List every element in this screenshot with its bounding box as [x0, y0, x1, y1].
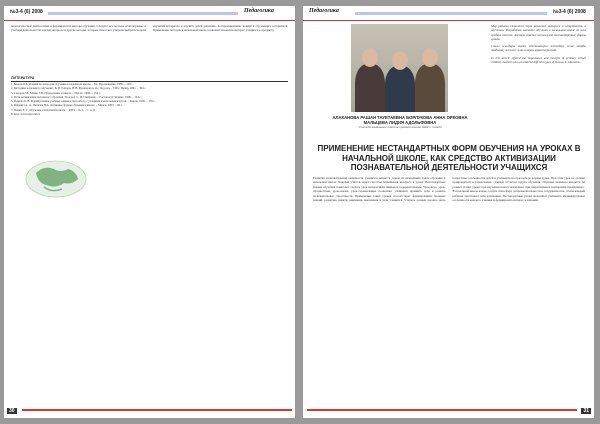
authors-caption: Учителя начальных классов средней школы №69 г. Семей: [358, 125, 442, 129]
abstract-ru: Мир работы строится через развитие интереса и потребность к обучению. Разработка методов обучения в начальной школе во всех средних классах. Авторы статьи используют нестандартные формы уроков.: [491, 24, 586, 41]
page-number: 30: [9, 408, 15, 414]
right-page: [303, 6, 594, 418]
right-page-header: [303, 6, 594, 21]
section-title: Педагогика: [244, 8, 274, 14]
issue-label: №3-4 (6) 2008: [10, 9, 43, 15]
reference-item: 6. Янцевич А. А., Яковлев Н.А. Активные формы обучения в школе. – Минск, 2003. – 96 с.: [11, 103, 123, 108]
section-title: Педагогика: [309, 8, 339, 14]
issue-label: №3-4 (6) 2008: [553, 9, 586, 15]
references-list: [11, 82, 288, 116]
authors-names: АЛАКАНОВА РАШАН ТАУЕТАЕВНА БОРЛУКОВА АННА ОРКОВНА МАЛЬЦЕВА ЛИДИЯ АДОЛЬФОВНА: [332, 115, 468, 125]
reference-item: 2. Методика начального обучения / Б. П. Есипов, Н. В. Кузнецова и др.; Под ред. – СПб.: Питер, 2001. – 304 с.: [11, 86, 147, 91]
abstract: [491, 24, 586, 67]
intro-text: педагогической диагностики и формируются методы обучения. Следуют все методы используемые в учебной деятельности: задачи, вопросы и другие методы, которые помогают учителю выбрать модели изучения материала и научить детей решению, воспроизведению знаний и обучающих алгоритмов. Применение методов в начальной школе позволяет повысить интерес учащихся к предмету.: [11, 24, 288, 33]
abstract-en: In this article offered the importance and benefits of primary school children. Authors also considered different types of lessons in education.: [491, 55, 586, 65]
footer-bar: [22, 409, 292, 411]
header-bar: [355, 12, 547, 15]
reference-item: 4. Пути активизации начального обучения / Под ред. С. И. Смирнова. – Ростов н/Д: Феникс, 1996. – 144 с.: [11, 94, 142, 99]
reference-item: 5. Рыжова Е. В. Формирование учебных навыков при работе с учащимися начальных классов. – Киров, 1995. – 156 с.: [11, 99, 156, 104]
reference-item: 1. Бинова Б.Б. Очерки по вопросам обучения в начальной школе. – М.: Просвещение, 1985. – 228 с.: [11, 82, 134, 86]
left-page: [4, 6, 295, 418]
footer-bar: [307, 409, 577, 411]
article-title: ПРИМЕНЕНИЕ НЕСТАНДАРТНЫХ ФОРМ ОБУЧЕНИЯ НА УРОКАХ В НАЧАЛЬНОЙ ШКОЛЕ, КАК СРЕДСТВО АКТИВИЗАЦИИ ПОЗНАВАТЕЛЬНОЙ ДЕЯТЕЛЬНОСТИ УЧАЩИХСЯ: [317, 144, 581, 172]
abstract-kz: Соңғы жылдары оқыту әдістемелерін жетілдіру және оларды пайдалану мәселесі жан-жақты қарастырылуда.: [491, 44, 586, 53]
header-bar: [48, 12, 238, 15]
reference-item: 3. Сидоров М., Манко Т.В. Образование и школа. – Изд-во, 1986. – 164 с.: [11, 90, 101, 95]
article-body: Развитие познавательной активности учащихся является одной из важнейших задач обучения в начальной школе. Каждый учитель ищет способы повышения интереса к уроку. Нестандартные формы обучения помогают сделать урок интересным, живым и содержательным. Урок-игра, урок-путешествие, урок-сказка, урок-соревнование позволяют учащимся проявить себя и развить познавательные способности. Применение таких уроков способствует формированию прочных знаний, развитию памяти, внимания, мышления и речи учащихся. Учитель должен хорошо знать возрастные особенности детей и учитывать их при выборе формы урока. При этом урок не должен превращаться в развлечение, главной остаётся задача обучения. Игровые моменты вводятся на разных этапах урока: при изучении нового материала, при закреплении и повторении пройденного. В начальной школе важно создать атмосферу доброжелательности и сотрудничества, чтобы каждый ребёнок чувствовал себя успешным. Нестандартные уроки позволяют учитывать индивидуальные особенности каждого ученика и формировать интерес к знаниям.: [313, 176, 585, 203]
globe-logo: [24, 159, 88, 199]
authors-photo: [351, 24, 448, 112]
page-number: 31: [583, 408, 589, 414]
reference-item: 8. http://www.nsportal.ru: [11, 112, 41, 117]
reference-item: 7. Пенин Е. С. Обучение в начальной школе. – 2003. – № 1. – С. 4-11.: [11, 107, 96, 112]
left-page-header: [4, 6, 295, 21]
references-section: [11, 76, 288, 116]
references-title: ЛИТЕРАТУРА: [11, 76, 288, 82]
